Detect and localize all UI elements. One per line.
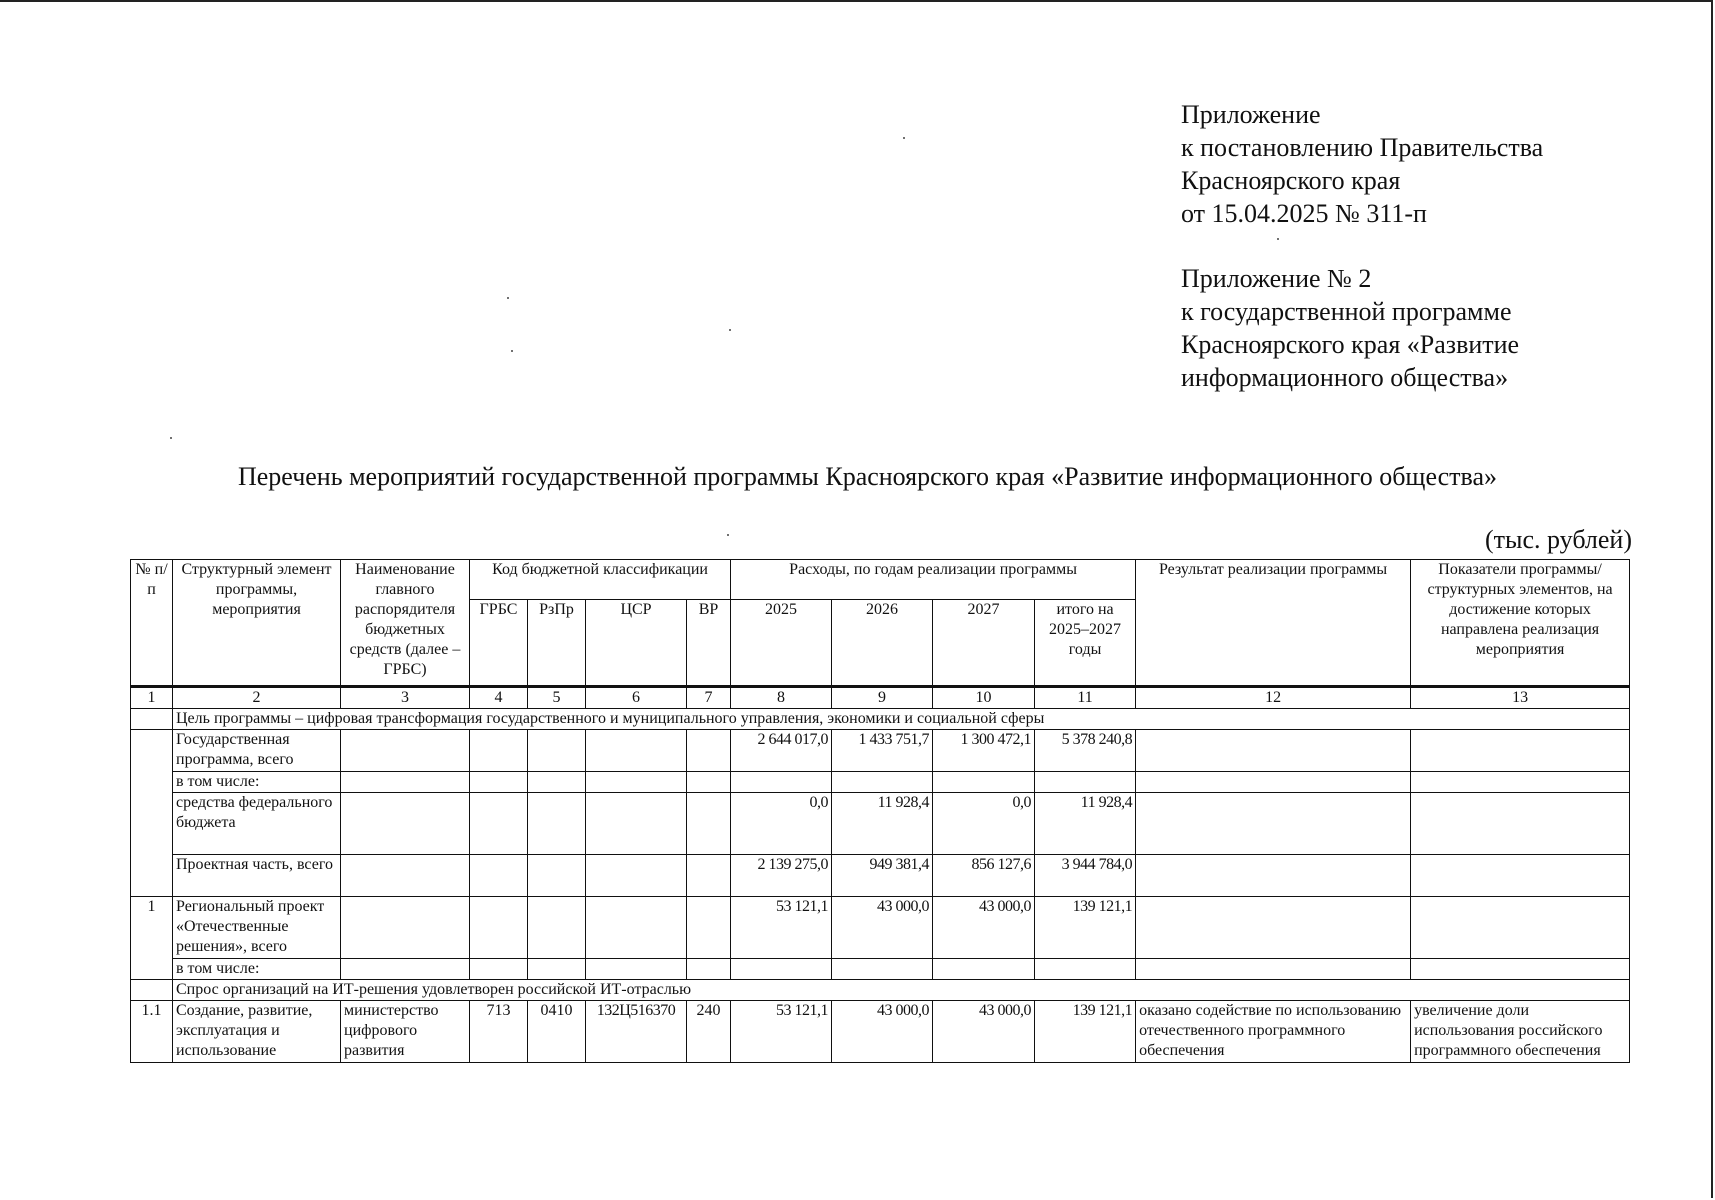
goal-row xyxy=(131,709,1630,730)
row-2026 xyxy=(832,772,933,793)
row-2025: 53 121,1 xyxy=(731,1001,832,1063)
header-rzpr: РзПр xyxy=(528,600,586,687)
column-number: 7 xyxy=(687,687,731,709)
row-2027: 43 000,0 xyxy=(933,1001,1035,1063)
row-name: Государственная программа, всего xyxy=(173,730,341,772)
column-number: 1 xyxy=(131,687,173,709)
scan-speck xyxy=(507,297,509,299)
scan-speck xyxy=(729,329,731,331)
column-number: 4 xyxy=(470,687,528,709)
header-expenses-group: Расходы, по годам реализации программы xyxy=(731,560,1136,600)
row-2027 xyxy=(933,772,1035,793)
header-total: итого на 2025–2027 годы xyxy=(1035,600,1136,687)
scan-speck xyxy=(903,137,905,139)
row-total: 3 944 784,0 xyxy=(1035,855,1136,897)
row-indicator xyxy=(1411,730,1630,772)
table-row xyxy=(131,1001,1630,1063)
row-result xyxy=(1136,730,1411,772)
header-result: Результат реализации программы xyxy=(1136,560,1411,687)
program-goal: Цель программы – цифровая трансформация государственного и муниципального управления, экономики и социальной сферы xyxy=(173,709,1630,730)
column-number-row xyxy=(131,687,1630,709)
document-title: Перечень мероприятий государственной программы Красноярского края «Развитие информационного общества» xyxy=(237,462,1498,491)
row-2026: 43 000,0 xyxy=(832,897,933,959)
header-code-group: Код бюджетной классификации xyxy=(470,560,731,600)
row-name: в том числе: xyxy=(173,772,341,793)
header-csr: ЦСР xyxy=(586,600,687,687)
column-number: 9 xyxy=(832,687,933,709)
column-number: 8 xyxy=(731,687,832,709)
header-element: Структурный элемент программы, мероприятия xyxy=(173,560,341,687)
header-indicators: Показатели программы/структурных элементов, на достижение которых направлена реализация мероприятия xyxy=(1411,560,1630,687)
row-num: 1 xyxy=(131,897,173,980)
table-row xyxy=(131,897,1630,959)
row-2027: 43 000,0 xyxy=(933,897,1035,959)
header-year-2027: 2027 xyxy=(933,600,1035,687)
scan-speck xyxy=(727,534,729,536)
row-total: 139 121,1 xyxy=(1035,897,1136,959)
row-total: 139 121,1 xyxy=(1035,1001,1136,1063)
header-line: информационного общества» xyxy=(1181,363,1509,392)
row-2025: 2 139 275,0 xyxy=(731,855,832,897)
header-line: Приложение № 2 xyxy=(1181,264,1372,293)
row-total xyxy=(1035,772,1136,793)
table-row xyxy=(131,959,1630,980)
row-num xyxy=(131,730,173,897)
row-name: средства федерального бюджета xyxy=(173,793,341,855)
row-total: 5 378 240,8 xyxy=(1035,730,1136,772)
row-2025: 53 121,1 xyxy=(731,897,832,959)
row-2027: 856 127,6 xyxy=(933,855,1035,897)
column-number: 12 xyxy=(1136,687,1411,709)
column-number: 6 xyxy=(586,687,687,709)
row-name: Региональный проект «Отечественные решения», всего xyxy=(173,897,341,959)
header-year-2026: 2026 xyxy=(832,600,933,687)
row-2026: 949 381,4 xyxy=(832,855,933,897)
row-grbs xyxy=(470,730,528,772)
row-csr xyxy=(586,730,687,772)
row-2026: 11 928,4 xyxy=(832,793,933,855)
row-total: 11 928,4 xyxy=(1035,793,1136,855)
header-num: № п/п xyxy=(131,560,173,687)
header-line: Приложение xyxy=(1181,100,1321,129)
header-vr: ВР xyxy=(687,600,731,687)
header-line: к постановлению Правительства xyxy=(1181,133,1544,162)
column-number: 13 xyxy=(1411,687,1630,709)
table-row xyxy=(131,793,1630,855)
row-csr: 132Ц516370 xyxy=(586,1001,687,1063)
row-2025 xyxy=(731,772,832,793)
project-task: Спрос организаций на ИТ-решения удовлетворен российской ИТ-отраслью xyxy=(173,980,1630,1001)
header-line: к государственной программе xyxy=(1181,297,1512,326)
task-row xyxy=(131,980,1630,1001)
scan-speck xyxy=(170,437,172,439)
row-2027: 1 300 472,1 xyxy=(933,730,1035,772)
row-2025: 0,0 xyxy=(731,793,832,855)
column-number: 5 xyxy=(528,687,586,709)
header-line: от 15.04.2025 № 311-п xyxy=(1181,199,1427,228)
header-grbs-name: Наименование главного распорядителя бюджетных средств (далее – ГРБС) xyxy=(341,560,470,687)
row-rzpr: 0410 xyxy=(528,1001,586,1063)
header-line: Красноярского края «Развитие xyxy=(1181,330,1520,359)
measures-table xyxy=(130,559,1630,1063)
row-2026: 43 000,0 xyxy=(832,1001,933,1063)
row-rzpr xyxy=(528,730,586,772)
row-2026: 1 433 751,7 xyxy=(832,730,933,772)
row-name: в том числе: xyxy=(173,959,341,980)
row-name: Создание, развитие, эксплуатация и использование xyxy=(173,1001,341,1063)
scan-speck xyxy=(511,350,513,352)
table-row xyxy=(131,772,1630,793)
row-2027: 0,0 xyxy=(933,793,1035,855)
column-number: 3 xyxy=(341,687,470,709)
column-number: 2 xyxy=(173,687,341,709)
column-number: 11 xyxy=(1035,687,1136,709)
row-indicator: увеличение доли использования российского программного обеспечения xyxy=(1411,1001,1630,1063)
row-result: оказано содействие по использованию отечественного программного обеспечения xyxy=(1136,1001,1411,1063)
table-row xyxy=(131,730,1630,772)
row-vr: 240 xyxy=(687,1001,731,1063)
table-header-row xyxy=(131,560,1630,600)
header-line: Красноярского края xyxy=(1181,166,1401,195)
row-grbs-name: министерство цифрового развития xyxy=(341,1001,470,1063)
row-2025: 2 644 017,0 xyxy=(731,730,832,772)
column-number: 10 xyxy=(933,687,1035,709)
table-row xyxy=(131,855,1630,897)
header-year-2025: 2025 xyxy=(731,600,832,687)
approval-header xyxy=(1181,98,1601,394)
row-grbs: 713 xyxy=(470,1001,528,1063)
row-vr xyxy=(687,730,731,772)
row-num: 1.1 xyxy=(131,1001,173,1063)
row-name: Проектная часть, всего xyxy=(173,855,341,897)
header-grbs: ГРБС xyxy=(470,600,528,687)
units-label: (тыс. рублей) xyxy=(1484,525,1632,554)
row-grbs-name xyxy=(341,730,470,772)
